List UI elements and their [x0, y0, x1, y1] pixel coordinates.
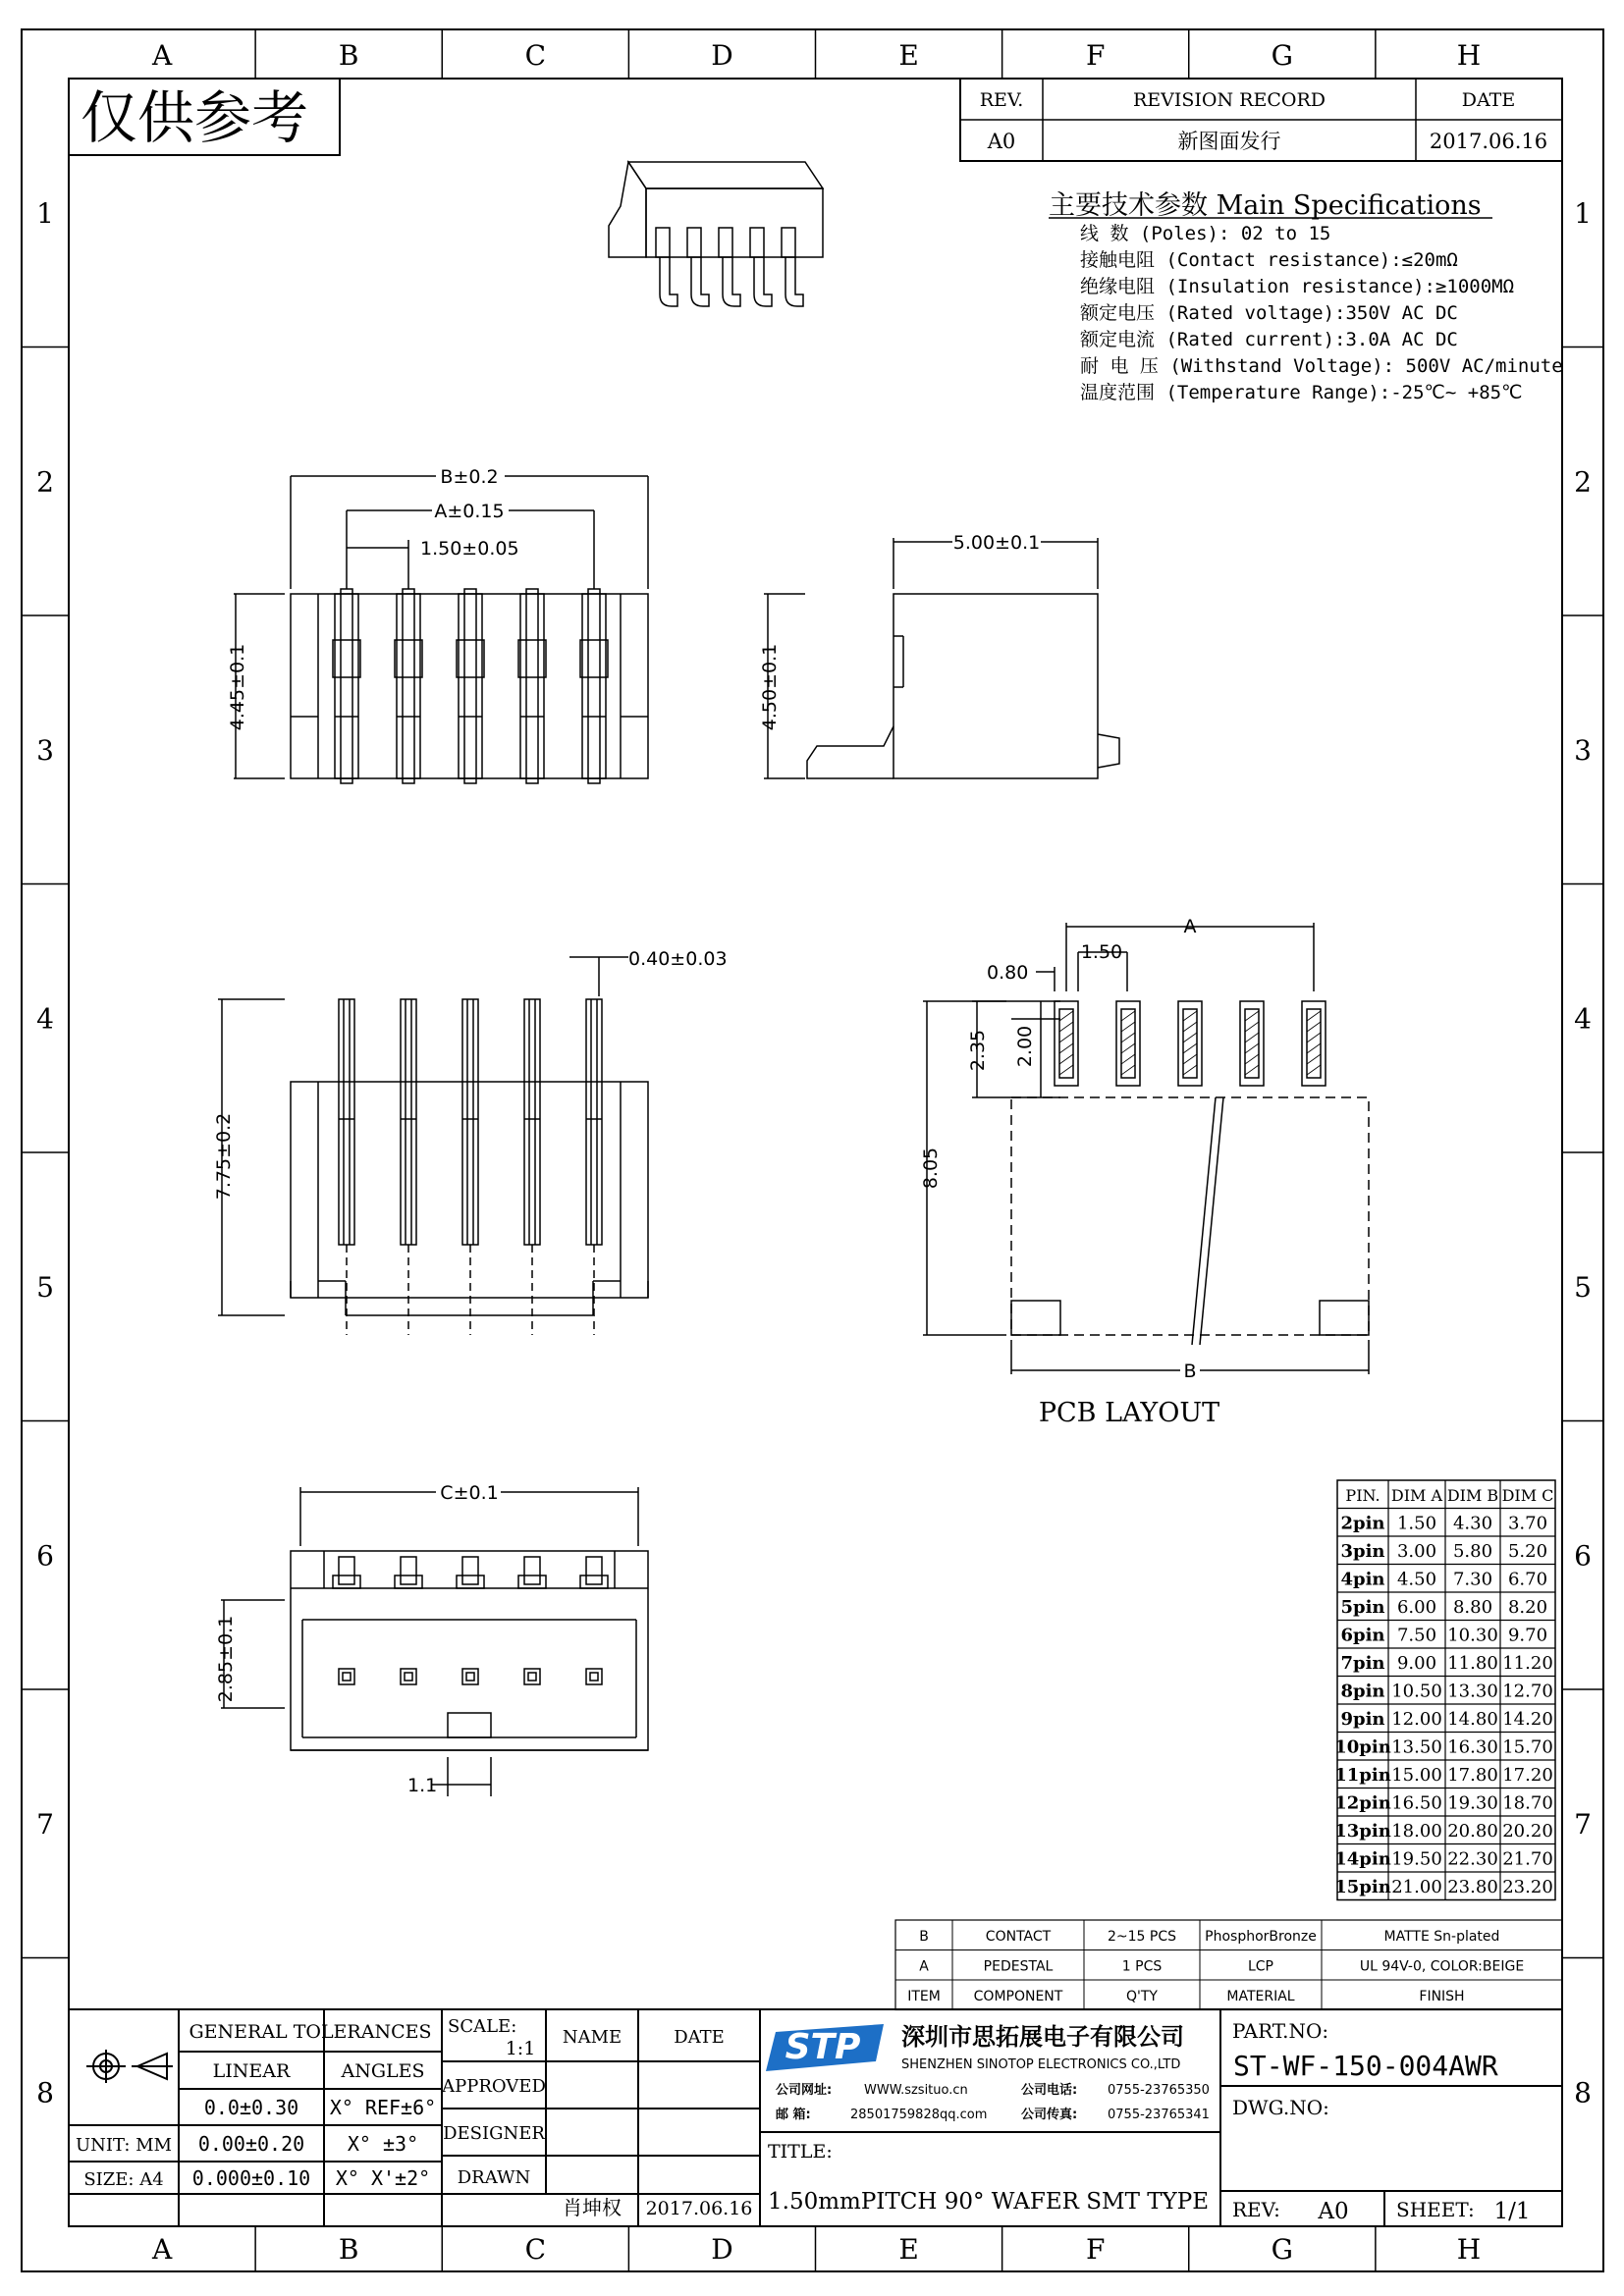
- designer-label: DESIGNER: [443, 2123, 545, 2144]
- dim-table-cell: 4.50: [1396, 1569, 1437, 1590]
- pcb-layout-title: PCB LAYOUT: [1038, 1398, 1220, 1428]
- dim-table-cell: 10.50: [1391, 1681, 1442, 1702]
- dim-table-cell: 18.70: [1502, 1792, 1553, 1814]
- dim-table-cell: 6.00: [1396, 1597, 1437, 1618]
- angles-label: ANGLES: [341, 2060, 425, 2082]
- dim-table-cell: 10pin: [1334, 1736, 1391, 1758]
- spec-line-insulation: 绝缘电阻 (Insulation resistance):≥1000MΩ: [1080, 276, 1515, 297]
- zone-col-F-top: F: [1085, 39, 1106, 72]
- zone-row-2-right: 2: [1574, 465, 1592, 499]
- name-header: NAME: [562, 2027, 623, 2048]
- bom-cell: A: [919, 1958, 929, 1975]
- dim-table-cell: 5.80: [1452, 1541, 1493, 1562]
- tel-label: 公司电话:: [1021, 2083, 1078, 2098]
- dim-table-cell: 13.50: [1391, 1736, 1442, 1758]
- bom-cell: PEDESTAL: [983, 1958, 1054, 1975]
- bom-cell: COMPONENT: [973, 1989, 1063, 2004]
- zone-col-C-top: C: [524, 39, 547, 72]
- part-no-value: ST-WF-150-004AWR: [1233, 2050, 1498, 2082]
- zone-row-6-left: 6: [36, 1539, 54, 1573]
- zone-col-H-top: H: [1456, 39, 1482, 72]
- zone-col-E-top: E: [898, 39, 919, 72]
- tol-linear-1: 0.0±0.30: [203, 2096, 299, 2119]
- dim-table-header: DIM A: [1390, 1486, 1443, 1505]
- isometric-view: [609, 162, 823, 306]
- dim-table-cell: 20.20: [1502, 1821, 1553, 1842]
- pcb-dim-pitch-label: 1.50: [1080, 941, 1123, 963]
- pcb-dim-235-label: 2.35: [967, 1029, 989, 1072]
- zone-col-A-top: A: [151, 39, 173, 72]
- dim-table-cell: 3.70: [1507, 1513, 1548, 1534]
- dim-table-cell: 11.80: [1447, 1653, 1498, 1674]
- dim-table-cell: 13.30: [1447, 1681, 1498, 1702]
- rev-header: REV.: [979, 89, 1024, 111]
- drawn-date: 2017.06.16: [645, 2198, 753, 2219]
- watermark-text: 仅供参考: [81, 84, 309, 151]
- dim-table-cell: 8.20: [1507, 1597, 1548, 1618]
- projection-symbol-icon: [86, 2050, 173, 2083]
- dim-table-cell: 8.80: [1452, 1597, 1493, 1618]
- revision-table: [960, 79, 1562, 161]
- bom-cell: MATTE Sn-plated: [1383, 1929, 1500, 1945]
- spec-line-poles: 线 数 (Poles): 02 to 15: [1080, 223, 1331, 244]
- dim-pin-width-label: 0.40±0.03: [628, 948, 728, 970]
- dim-table-cell: 5.20: [1507, 1541, 1548, 1562]
- dim-table-cell: 18.00: [1391, 1821, 1442, 1842]
- dim-table-cell: 19.30: [1447, 1792, 1498, 1814]
- zone-row-1-left: 1: [36, 196, 54, 230]
- spec-line-contact-resistance: 接触电阻 (Contact resistance):≤20mΩ: [1080, 249, 1458, 271]
- rev-label-tb: REV:: [1232, 2198, 1280, 2221]
- zone-col-G-bottom: G: [1271, 2233, 1293, 2266]
- bom-cell: Q'TY: [1126, 1989, 1158, 2004]
- date-header: DATE: [1461, 89, 1516, 111]
- dim-table-cell: 15.00: [1391, 1765, 1442, 1786]
- dim-table-cell: 6.70: [1507, 1569, 1548, 1590]
- logo-text: STP: [785, 2027, 861, 2067]
- revision-record-header: REVISION RECORD: [1133, 89, 1326, 111]
- zone-col-F-bottom: F: [1085, 2233, 1106, 2266]
- dim-table-cell: 14.80: [1447, 1709, 1498, 1730]
- dim-445-label: 4.45±0.1: [227, 643, 248, 731]
- dim-c-label: C±0.1: [440, 1482, 499, 1504]
- spec-line-current: 额定电流 (Rated current):3.0A AC DC: [1080, 329, 1458, 350]
- dim-table-cell: 23.20: [1502, 1877, 1553, 1897]
- part-no-label: PART.NO:: [1232, 2019, 1329, 2043]
- bom-cell: UL 94V-0, COLOR:BEIGE: [1359, 1958, 1525, 1975]
- bom-cell: 2~15 PCS: [1107, 1929, 1177, 1945]
- dim-table-header: PIN.: [1345, 1486, 1380, 1505]
- zone-row-6-right: 6: [1574, 1539, 1592, 1573]
- dim-table-cell: 7.30: [1452, 1569, 1493, 1590]
- dim-table-cell: 4pin: [1340, 1569, 1385, 1590]
- dimension-table: [1334, 1480, 1555, 1900]
- sheet-label: SHEET:: [1396, 2198, 1475, 2221]
- specs-title: 主要技术参数 Main Specifications: [1049, 190, 1482, 221]
- dim-table-cell: 17.20: [1502, 1765, 1553, 1786]
- bom-cell: ITEM: [907, 1989, 941, 2004]
- dim-table-cell: 12.70: [1502, 1681, 1553, 1702]
- dim-11-label: 1.1: [407, 1775, 438, 1796]
- dim-table-cell: 17.80: [1447, 1765, 1498, 1786]
- sheet-value: 1/1: [1493, 2199, 1531, 2224]
- bom-cell: FINISH: [1419, 1989, 1465, 2004]
- zone-row-3-right: 3: [1574, 733, 1592, 767]
- dim-table-cell: 15.70: [1502, 1736, 1553, 1758]
- company-name-en: SHENZHEN SINOTOP ELECTRONICS CO.,LTD: [901, 2057, 1181, 2072]
- tol-angle-2: X° ±3°: [347, 2132, 419, 2156]
- unit-label: UNIT: MM: [75, 2135, 173, 2156]
- bom-cell: LCP: [1247, 1958, 1274, 1975]
- company-logo: [766, 2024, 884, 2071]
- dim-table-cell: 10.30: [1447, 1625, 1498, 1646]
- zone-col-D-bottom: D: [711, 2233, 733, 2266]
- drawn-name: 肖坤权: [563, 2196, 622, 2219]
- dim-b-label: B±0.2: [440, 466, 499, 488]
- scale-value: 1:1: [505, 2038, 536, 2059]
- dim-table-header: DIM C: [1501, 1486, 1554, 1505]
- dim-table-cell: 22.30: [1447, 1848, 1498, 1870]
- dim-table-cell: 9pin: [1340, 1709, 1385, 1730]
- rev-value-tb: A0: [1318, 2199, 1349, 2224]
- zone-col-B-top: B: [338, 39, 359, 72]
- dwg-no-label: DWG.NO:: [1232, 2096, 1329, 2119]
- zone-col-B-bottom: B: [338, 2233, 359, 2266]
- zone-row-3-left: 3: [36, 733, 54, 767]
- zone-col-H-bottom: H: [1456, 2233, 1482, 2266]
- dim-table-cell: 21.00: [1391, 1877, 1442, 1897]
- revision-date-value: 2017.06.16: [1429, 130, 1548, 153]
- main-specifications: [1049, 190, 1563, 403]
- dim-pitch-label: 1.50±0.05: [420, 538, 519, 560]
- revision-record-value: 新图面发行: [1177, 130, 1281, 153]
- dim-depth-label: 5.00±0.1: [952, 532, 1041, 554]
- dim-table-cell: 7pin: [1340, 1653, 1385, 1674]
- dim-table-cell: 16.50: [1391, 1792, 1442, 1814]
- zone-row-8-right: 8: [1574, 2076, 1592, 2109]
- dim-table-header: DIM B: [1446, 1486, 1499, 1505]
- zone-col-C-bottom: C: [524, 2233, 547, 2266]
- front-view: [218, 957, 648, 1335]
- zone-col-G-top: G: [1271, 39, 1293, 72]
- tol-linear-2: 0.00±0.20: [197, 2132, 305, 2156]
- dim-table-cell: 6pin: [1340, 1625, 1385, 1646]
- dim-table-cell: 14pin: [1334, 1848, 1391, 1870]
- dim-table-cell: 9.70: [1507, 1625, 1548, 1646]
- drawn-label: DRAWN: [457, 2167, 531, 2188]
- linear-label: LINEAR: [212, 2060, 291, 2082]
- dim-table-cell: 15pin: [1334, 1877, 1391, 1897]
- spec-line-withstand: 耐 电 压 (Withstand Voltage): 500V AC/minute: [1080, 355, 1563, 377]
- fax-label: 公司传真:: [1021, 2108, 1078, 2122]
- date-header-tb: DATE: [674, 2027, 725, 2048]
- approved-label: APPROVED: [442, 2076, 546, 2097]
- dim-table-cell: 21.70: [1502, 1848, 1553, 1870]
- mail-label: 邮 箱:: [776, 2108, 811, 2122]
- bottom-view: [221, 1487, 648, 1796]
- dim-table-cell: 12.00: [1391, 1709, 1442, 1730]
- dim-table-cell: 12pin: [1334, 1792, 1391, 1814]
- bom-cell: PhosphorBronze: [1205, 1929, 1317, 1945]
- scale-label: SCALE:: [448, 2016, 517, 2037]
- zone-row-8-left: 8: [36, 2076, 54, 2109]
- title-label: TITLE:: [768, 2141, 833, 2163]
- zone-col-A-bottom: A: [151, 2233, 173, 2266]
- dim-table-cell: 13pin: [1334, 1821, 1391, 1842]
- pcb-dim-200-label: 2.00: [1014, 1025, 1036, 1068]
- zone-row-7-left: 7: [36, 1807, 54, 1841]
- bom-table: [895, 1920, 1562, 2010]
- dim-table-cell: 20.80: [1447, 1821, 1498, 1842]
- web-label: 公司网址:: [776, 2083, 833, 2098]
- title-value: 1.50mmPITCH 90° WAFER SMT TYPE: [768, 2189, 1210, 2215]
- tol-linear-3: 0.000±0.10: [191, 2166, 311, 2190]
- pcb-dim-pad-width-label: 0.80: [987, 962, 1029, 984]
- tel-value: 0755-23765350: [1108, 2083, 1210, 2098]
- dim-a-label: A±0.15: [434, 501, 505, 522]
- mail-value: 28501759828qq.com: [850, 2108, 988, 2122]
- bom-cell: MATERIAL: [1226, 1989, 1295, 2004]
- dim-450-label: 4.50±0.1: [759, 643, 781, 731]
- pcb-dim-805-label: 8.05: [920, 1147, 942, 1190]
- bom-cell: 1 PCS: [1121, 1958, 1163, 1975]
- dim-table-cell: 11.20: [1502, 1653, 1553, 1674]
- zone-row-4-right: 4: [1574, 1002, 1592, 1036]
- pcb-layout-view: [923, 923, 1369, 1374]
- size-label: SIZE: A4: [83, 2169, 164, 2190]
- spec-line-temperature: 温度范围 (Temperature Range):-25℃~ +85℃: [1080, 382, 1523, 403]
- dim-table-cell: 1.50: [1396, 1513, 1437, 1534]
- tol-angle-3: X° X'±2°: [335, 2166, 431, 2190]
- zone-row-7-right: 7: [1574, 1807, 1592, 1841]
- side-view: [764, 538, 1119, 778]
- zone-row-4-left: 4: [36, 1002, 54, 1036]
- tol-angle-1: X° REF±6°: [329, 2096, 437, 2119]
- dim-table-cell: 11pin: [1334, 1765, 1391, 1786]
- company-name-cn: 深圳市思拓展电子有限公司: [901, 2022, 1184, 2051]
- pcb-dim-a-label: A: [1183, 916, 1197, 937]
- dim-table-cell: 5pin: [1340, 1597, 1385, 1618]
- pcb-dim-b-label: B: [1183, 1361, 1197, 1382]
- web-value: WWW.szsituo.cn: [864, 2083, 968, 2098]
- dim-775-label: 7.75±0.2: [213, 1112, 235, 1201]
- zone-col-D-top: D: [711, 39, 733, 72]
- general-tolerances-label: GENERAL TOLERANCES: [189, 2021, 432, 2043]
- dim-table-cell: 2pin: [1340, 1513, 1385, 1534]
- rev-value: A0: [987, 130, 1016, 153]
- zone-row-5-left: 5: [36, 1270, 54, 1304]
- spec-line-voltage: 额定电压 (Rated voltage):350V AC DC: [1080, 302, 1458, 324]
- dim-table-cell: 7.50: [1396, 1625, 1437, 1646]
- dim-table-cell: 8pin: [1340, 1681, 1385, 1702]
- dim-table-cell: 23.80: [1447, 1877, 1498, 1897]
- dim-table-cell: 3.00: [1396, 1541, 1437, 1562]
- zone-row-5-right: 5: [1574, 1270, 1592, 1304]
- dim-table-cell: 19.50: [1391, 1848, 1442, 1870]
- dim-table-cell: 16.30: [1447, 1736, 1498, 1758]
- bom-cell: CONTACT: [985, 1929, 1052, 1945]
- dim-table-cell: 14.20: [1502, 1709, 1553, 1730]
- dim-table-cell: 9.00: [1396, 1653, 1437, 1674]
- dim-285-label: 2.85±0.1: [215, 1615, 237, 1703]
- zone-row-1-right: 1: [1574, 196, 1592, 230]
- zone-col-E-bottom: E: [898, 2233, 919, 2266]
- zone-row-2-left: 2: [36, 465, 54, 499]
- bom-cell: B: [919, 1929, 929, 1945]
- fax-value: 0755-23765341: [1108, 2108, 1210, 2122]
- dim-table-cell: 4.30: [1452, 1513, 1493, 1534]
- dim-table-cell: 3pin: [1340, 1541, 1385, 1562]
